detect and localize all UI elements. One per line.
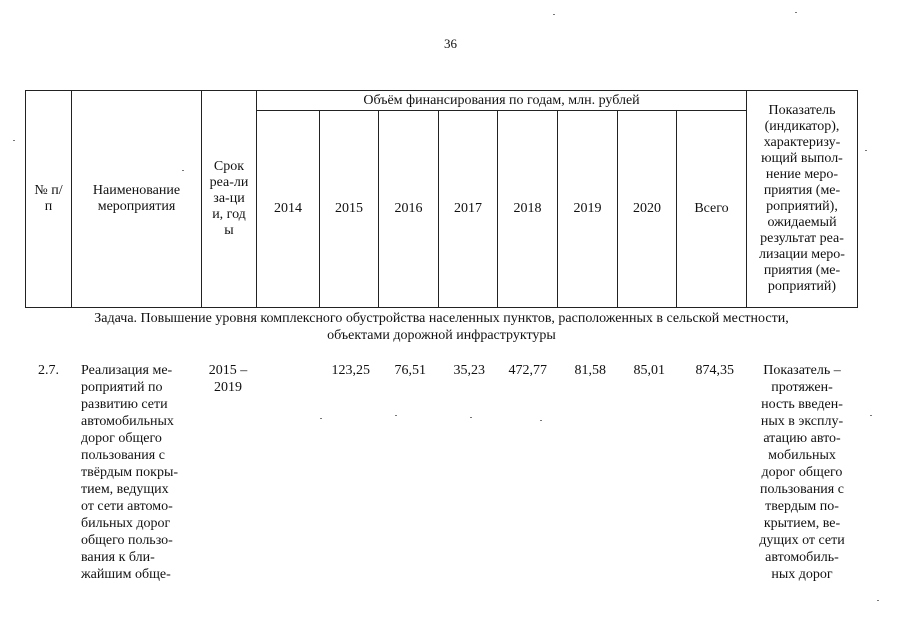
task-line-1: Задача. Повышение уровня комплексного обустройства населенных пунктов, расположенных в сельской местности, <box>94 311 789 326</box>
row-name-line: общего пользо- <box>81 533 173 548</box>
row-number: 2.7. <box>38 363 59 378</box>
value-2020: 85,01 <box>633 363 665 378</box>
header-year-2016: 2016 <box>394 200 423 216</box>
header-year-2018: 2018 <box>513 200 542 216</box>
row-name-line: бильных дорог <box>81 516 171 531</box>
row-indicator-line: крытием, ве- <box>763 516 841 531</box>
page-number-text: 36 <box>444 36 457 51</box>
header-total: Всего <box>694 200 729 216</box>
header-no-text: № п/п <box>34 183 63 214</box>
row-term-line: 2015 – <box>208 363 248 378</box>
page-number <box>0 36 905 52</box>
scan-speck <box>13 140 15 141</box>
scan-speck <box>182 170 184 171</box>
header-year-2017: 2017 <box>454 200 482 216</box>
row-indicator-line: дущих от сети <box>759 533 845 548</box>
row-indicator-line: протяжен- <box>771 380 833 395</box>
row-name-line: автомобильных <box>81 414 174 429</box>
row-name-line: Реализация ме- <box>81 363 173 378</box>
row-name-line: дорог общего <box>81 431 162 446</box>
header-year-2015: 2015 <box>335 200 363 216</box>
value-2015: 123,25 <box>331 363 370 378</box>
value-2016: 76,51 <box>394 363 426 378</box>
row-name-line: тием, ведущих <box>81 482 169 497</box>
scan-speck <box>470 417 472 418</box>
scan-speck <box>795 12 797 13</box>
row-indicator-line: твердым по- <box>765 499 839 514</box>
header-term-text: Срок реа-лиза-ции, годы <box>209 159 249 238</box>
row-indicator-line: пользования с <box>760 482 844 497</box>
row-name-line: жайшим обще- <box>81 567 171 582</box>
header-year-2014: 2014 <box>274 200 302 216</box>
scan-speck <box>865 150 867 151</box>
header-financing-title <box>257 91 746 110</box>
value-2017: 35,23 <box>453 363 485 378</box>
value-2019: 81,58 <box>574 363 606 378</box>
row-term-line: 2019 <box>214 380 242 395</box>
row-indicator <box>752 362 852 583</box>
header-name-text: Наименование мероприятия <box>92 183 181 214</box>
row-term <box>202 362 254 396</box>
row-indicator-line: дорог общего <box>761 465 843 480</box>
scan-speck <box>870 415 872 416</box>
row-name-line: вания к бли- <box>81 550 155 565</box>
row-indicator-line: автомобиль- <box>765 550 839 565</box>
row-indicator-line: мобильных <box>768 448 836 463</box>
row-indicator-line: атацию авто- <box>763 431 841 446</box>
row-indicator-line: ность введен- <box>761 397 843 412</box>
scan-speck <box>553 14 555 15</box>
header-year-2019: 2019 <box>573 200 602 216</box>
row-name-line: пользования с <box>81 448 165 463</box>
header-indicator <box>747 91 857 307</box>
value-2018: 472,77 <box>508 363 547 378</box>
header-indicator-text: Показатель (индикатор), характеризу-ющий выпол-нение меро-приятия (ме-роприятий), ожидаемый результат реа-лизации меро-приятия (ме-роприятий) <box>759 103 845 294</box>
table-header <box>25 90 858 308</box>
header-financing-title-text: Объём финансирования по годам, млн. рублей <box>363 92 640 108</box>
task-line-2: объектами дорожной инфраструктуры <box>327 328 556 343</box>
header-year-2020: 2020 <box>633 200 661 216</box>
row-name-line: развитию сети <box>81 397 168 412</box>
row-name-line: от сети автомо- <box>81 499 173 514</box>
header-term <box>202 91 256 307</box>
row-indicator-line: ных дорог <box>771 567 833 582</box>
scan-speck <box>395 415 397 416</box>
header-name <box>72 91 201 307</box>
header-no <box>26 91 71 307</box>
scan-speck <box>320 418 322 419</box>
row-name-line: твёрдым покры- <box>81 465 179 480</box>
row-indicator-line: Показатель – <box>763 363 841 378</box>
scan-speck <box>877 600 879 601</box>
value-total: 874,35 <box>695 363 734 378</box>
row-name-line: роприятий по <box>81 380 163 395</box>
task-caption <box>25 310 858 344</box>
row-name <box>81 362 196 583</box>
row-indicator-line: ных в эксплу- <box>760 414 844 429</box>
scan-speck <box>540 420 542 421</box>
